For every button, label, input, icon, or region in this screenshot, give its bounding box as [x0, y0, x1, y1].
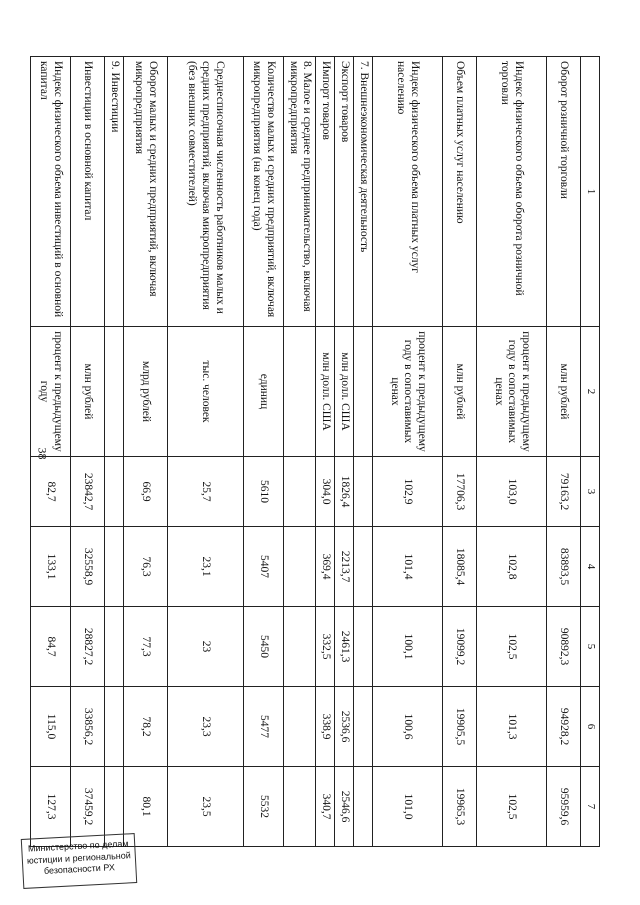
empty-cell	[104, 457, 123, 527]
empty-cell	[354, 607, 373, 687]
value-cell: 23842,7	[70, 457, 104, 527]
value-cell: 332,5	[316, 607, 335, 687]
indicator-name: Индекс физического объема платных услуг населению	[373, 57, 443, 327]
unit-cell: млрд рублей	[123, 327, 167, 457]
value-cell: 100,6	[373, 687, 443, 767]
value-cell: 95959,6	[547, 767, 581, 847]
empty-cell	[104, 607, 123, 687]
statistics-table	[30, 56, 600, 847]
empty-cell	[354, 767, 373, 847]
unit-cell: процент к предыдущему году в сопоставимых ценах	[477, 327, 547, 457]
value-cell: 102,9	[373, 457, 443, 527]
empty-cell	[104, 527, 123, 607]
value-cell: 17706,3	[443, 457, 477, 527]
indicator-name: Объем платных услуг населению	[443, 57, 477, 327]
empty-cell	[283, 687, 316, 767]
value-cell: 100,1	[373, 607, 443, 687]
table-row	[167, 57, 243, 847]
value-cell: 101,3	[477, 687, 547, 767]
page-number: 38	[35, 447, 50, 460]
empty-cell	[354, 327, 373, 457]
value-cell: 28827,2	[70, 607, 104, 687]
section-row	[104, 57, 123, 847]
table-row	[123, 57, 167, 847]
value-cell: 5477	[243, 687, 283, 767]
value-cell: 2536,6	[335, 687, 354, 767]
empty-cell	[283, 327, 316, 457]
table-row	[477, 57, 547, 847]
unit-cell: млн долл. США	[335, 327, 354, 457]
value-cell: 115,0	[30, 687, 70, 767]
value-cell: 2546,6	[335, 767, 354, 847]
value-cell: 33856,2	[70, 687, 104, 767]
value-cell: 18085,4	[443, 527, 477, 607]
unit-cell: млн рублей	[70, 327, 104, 457]
value-cell: 23,5	[167, 767, 243, 847]
value-cell: 23	[167, 607, 243, 687]
empty-cell	[283, 457, 316, 527]
section-title: 8. Малое и среднее предпринимательство, включая микропредприятия	[283, 57, 316, 327]
value-cell: 102,8	[477, 527, 547, 607]
value-cell: 102,5	[477, 607, 547, 687]
value-cell: 23,3	[167, 687, 243, 767]
empty-cell	[283, 607, 316, 687]
indicator-name: Экспорт товаров	[335, 57, 354, 327]
header-cell: 3	[581, 457, 600, 527]
table-row	[30, 57, 70, 847]
indicator-name: Оборот малых и средних предприятий, включая микропредприятия	[123, 57, 167, 327]
indicator-name: Оборот розничной торговли	[547, 57, 581, 327]
table-row	[373, 57, 443, 847]
value-cell: 102,5	[477, 767, 547, 847]
empty-cell	[283, 527, 316, 607]
unit-cell: процент к предыдущему году	[30, 327, 70, 457]
value-cell: 338,9	[316, 687, 335, 767]
value-cell: 78,2	[123, 687, 167, 767]
value-cell: 19099,2	[443, 607, 477, 687]
section-row	[283, 57, 316, 847]
empty-cell	[354, 527, 373, 607]
ministry-stamp	[21, 833, 137, 889]
indicator-name: Индекс физического объема оборота розничной торговли	[477, 57, 547, 327]
indicator-name: Количество малых и средних предприятий, включая микропредприятия (на конец года)	[243, 57, 283, 327]
value-cell: 101,0	[373, 767, 443, 847]
value-cell: 5532	[243, 767, 283, 847]
value-cell: 77,3	[123, 607, 167, 687]
header-cell: 7	[581, 767, 600, 847]
table-row	[547, 57, 581, 847]
table-row	[243, 57, 283, 847]
value-cell: 101,4	[373, 527, 443, 607]
unit-cell: млн долл. США	[316, 327, 335, 457]
section-row	[354, 57, 373, 847]
value-cell: 37459,2	[70, 767, 104, 847]
empty-cell	[104, 687, 123, 767]
value-cell: 2461,3	[335, 607, 354, 687]
header-cell: 2	[581, 327, 600, 457]
header-cell: 1	[581, 57, 600, 327]
header-cell: 6	[581, 687, 600, 767]
value-cell: 90892,3	[547, 607, 581, 687]
empty-cell	[354, 457, 373, 527]
value-cell: 133,1	[30, 527, 70, 607]
stamp-line: юстиции и региональной	[26, 849, 131, 866]
value-cell: 5610	[243, 457, 283, 527]
value-cell: 79163,2	[547, 457, 581, 527]
unit-cell: млн рублей	[443, 327, 477, 457]
indicator-name: Импорт товаров	[316, 57, 335, 327]
value-cell: 304,0	[316, 457, 335, 527]
stamp-line: безопасности РХ	[43, 862, 116, 877]
empty-cell	[104, 327, 123, 457]
table-row	[443, 57, 477, 847]
header-cell: 5	[581, 607, 600, 687]
table-row	[316, 57, 335, 847]
indicator-name: Индекс физического объема инвестиций в основной капитал	[30, 57, 70, 327]
value-cell: 340,7	[316, 767, 335, 847]
empty-cell	[354, 687, 373, 767]
header-row	[581, 57, 600, 847]
unit-cell: единиц	[243, 327, 283, 457]
value-cell: 84,7	[30, 607, 70, 687]
value-cell: 76,3	[123, 527, 167, 607]
value-cell: 23,1	[167, 527, 243, 607]
value-cell: 5450	[243, 607, 283, 687]
stamp-line: Министерство по делам	[27, 838, 129, 854]
value-cell: 127,3	[30, 767, 70, 847]
value-cell: 19965,3	[443, 767, 477, 847]
value-cell: 83893,5	[547, 527, 581, 607]
rotated-table-container	[38, 56, 600, 846]
value-cell: 66,9	[123, 457, 167, 527]
unit-cell: процент к предыдущему году в сопоставимых ценах	[373, 327, 443, 457]
value-cell: 94928,2	[547, 687, 581, 767]
section-title: 9. Инвестиции	[104, 57, 123, 327]
value-cell: 5407	[243, 527, 283, 607]
value-cell: 19905,5	[443, 687, 477, 767]
empty-cell	[283, 767, 316, 847]
unit-cell: тыс. человек	[167, 327, 243, 457]
value-cell: 25,7	[167, 457, 243, 527]
unit-cell: млн рублей	[547, 327, 581, 457]
value-cell: 1826,4	[335, 457, 354, 527]
indicator-name: Среднесписочная численность работников малых и средних предприятий, включая микропредприятия (без внешних совместителей)	[167, 57, 243, 327]
value-cell: 80,1	[123, 767, 167, 847]
value-cell: 103,0	[477, 457, 547, 527]
value-cell: 369,4	[316, 527, 335, 607]
table-row	[70, 57, 104, 847]
header-cell: 4	[581, 527, 600, 607]
table-row	[335, 57, 354, 847]
indicator-name: Инвестиции в основной капитал	[70, 57, 104, 327]
value-cell: 32558,9	[70, 527, 104, 607]
value-cell: 82,7	[30, 457, 70, 527]
section-title: 7. Внешнеэкономическая деятельность	[354, 57, 373, 327]
value-cell: 2213,7	[335, 527, 354, 607]
